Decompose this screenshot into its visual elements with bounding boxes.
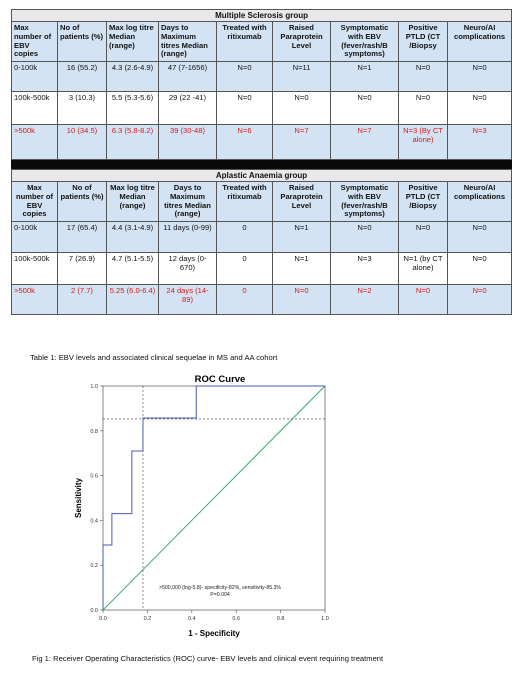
table-cell: 39 (30-48) — [159, 125, 217, 160]
table-cell: N=3 (By CT alone) — [399, 125, 448, 160]
col-header: Treated with ritixumab — [217, 22, 273, 62]
col-header: Symptomatic with EBV (fever/rash/B symptoms) — [331, 182, 399, 222]
table-cell: 5.5 (5.3-5.6) — [107, 92, 159, 125]
table-row — [12, 62, 512, 92]
table-cell: 0 — [217, 253, 273, 285]
table-cell: N=1 (by CT alone) — [399, 253, 448, 285]
table-cell: 0 — [217, 222, 273, 253]
reference-line — [103, 386, 325, 610]
table-cell: N=0 — [217, 62, 273, 92]
table-cell: >500k — [12, 285, 58, 315]
table-cell: N=0 — [331, 222, 399, 253]
table-cell: N=0 — [273, 92, 331, 125]
x-tick-label: 0.4 — [187, 616, 196, 622]
table-cell: 10 (34.5) — [58, 125, 107, 160]
table-cell: 6.3 (5.8-8.2) — [107, 125, 159, 160]
y-tick-label: 1.0 — [90, 384, 98, 390]
table-cell: 16 (55.2) — [58, 62, 107, 92]
table-caption: Table 1: EBV levels and associated clinical sequelae in MS and AA cohort — [30, 353, 278, 362]
col-header: Positive PTLD (CT /Biopsy — [399, 22, 448, 62]
x-axis-label: 1 - Specificity — [188, 629, 240, 638]
table-row — [12, 253, 512, 285]
table-cell: N=0 — [331, 92, 399, 125]
table-cell: N=0 — [399, 62, 448, 92]
table-cell: 17 (65.4) — [58, 222, 107, 253]
col-header: No of patients (%) — [58, 182, 107, 222]
col-header: Days to Maximum titres Median (range) — [159, 22, 217, 62]
table-cell: 4.4 (3.1-4.9) — [107, 222, 159, 253]
col-header: Neuro/AI complications — [448, 22, 512, 62]
table-row — [12, 285, 512, 315]
table-cell: 0 — [217, 285, 273, 315]
col-header: Max log titre Median (range) — [107, 182, 159, 222]
table-cell: 29 (22 -41) — [159, 92, 217, 125]
table-cell: N=7 — [331, 125, 399, 160]
col-header: Positive PTLD (CT /Biopsy — [399, 182, 448, 222]
table-cell: N=0 — [448, 285, 512, 315]
table-cell: N=0 — [273, 285, 331, 315]
table-cell: N=0 — [217, 92, 273, 125]
col-header: Max log titre Median (range) — [107, 22, 159, 62]
y-tick-label: 0.4 — [90, 518, 98, 525]
annotation-line-2: P=0.004 — [210, 592, 230, 598]
table-cell: N=7 — [273, 125, 331, 160]
table-cell: N=0 — [399, 285, 448, 315]
chart-title: ROC Curve — [194, 374, 246, 385]
y-axis-label: Sensitivity — [74, 477, 83, 519]
table-row — [12, 222, 512, 253]
table-cell: N=6 — [217, 125, 273, 160]
table-row — [12, 125, 512, 160]
table-cell: 3 (10.3) — [58, 92, 107, 125]
table-cell: N=11 — [273, 62, 331, 92]
table-cell: N=2 — [331, 285, 399, 315]
table-cell: 5.25 (6.0-6.4) — [107, 285, 159, 315]
col-header: Max number of EBV copies — [12, 22, 58, 62]
table-cell: N=0 — [448, 92, 512, 125]
col-header: Max number of EBV copies — [12, 182, 58, 222]
aa-table — [11, 169, 512, 315]
y-tick-label: 0.8 — [90, 428, 98, 435]
table-cell: 11 days (0-99) — [159, 222, 217, 253]
x-tick-label: 0.2 — [143, 616, 152, 622]
figure-caption: Fig 1: Receiver Operating Characteristics (ROC) curve- EBV levels and clinical event requiring treatment — [32, 654, 384, 663]
y-tick-label: 0.0 — [90, 608, 98, 614]
table-cell: N=0 — [399, 92, 448, 125]
col-header: Days to Maximum titres Median (range) — [159, 182, 217, 222]
table-cell: N=0 — [399, 222, 448, 253]
table-cell: N=1 — [273, 222, 331, 253]
table-row — [12, 92, 512, 125]
ms-header-row — [12, 22, 512, 62]
ms-group-title: Multiple Sclerosis group — [12, 10, 512, 22]
table-cell: N=0 — [448, 62, 512, 92]
table-cell: 0-100k — [12, 62, 58, 92]
table-cell: 4.7 (5.1-5.5) — [107, 253, 159, 285]
separator-bar — [12, 160, 512, 169]
table-cell: 12 days (0-670) — [159, 253, 217, 285]
x-tick-label: 0.0 — [99, 616, 107, 622]
table-cell: N=3 — [448, 125, 512, 160]
table-cell: 47 (7-1656) — [159, 62, 217, 92]
table-separator — [12, 160, 512, 169]
table-cell: 7 (26.9) — [58, 253, 107, 285]
table-cell: N=1 — [331, 62, 399, 92]
plot-marks — [103, 386, 325, 610]
table-cell: 0-100k — [12, 222, 58, 253]
aa-header-row — [12, 182, 512, 222]
col-header: Raised Paraprotein Level — [273, 182, 331, 222]
table-cell: N=0 — [448, 253, 512, 285]
col-header: No of patients (%) — [58, 22, 107, 62]
table-cell: 4.3 (2.6-4.9) — [107, 62, 159, 92]
table-cell: N=0 — [448, 222, 512, 253]
table-cell: 100k-500k — [12, 92, 58, 125]
ms-table — [11, 9, 512, 169]
y-tick-label: 0.6 — [90, 473, 98, 480]
ebv-tables — [11, 9, 511, 315]
table-cell: >500k — [12, 125, 58, 160]
table-cell: 100k-500k — [12, 253, 58, 285]
col-header: Neuro/AI complications — [448, 182, 512, 222]
roc-chart — [70, 370, 350, 645]
col-header: Treated with ritixumab — [217, 182, 273, 222]
annotation-line-1: >500,000 (log-5.8)- specificity-82%, sensitivity-85.3% — [158, 585, 282, 591]
col-header: Raised Paraprotein Level — [273, 22, 331, 62]
table-cell: 24 days (14-89) — [159, 285, 217, 315]
x-tick-label: 1.0 — [321, 616, 329, 622]
x-tick-label: 0.6 — [232, 616, 241, 622]
table-cell: 2 (7.7) — [58, 285, 107, 315]
aa-group-title: Aplastic Anaemia group — [12, 170, 512, 182]
table-cell: N=1 — [273, 253, 331, 285]
y-tick-label: 0.2 — [90, 563, 98, 570]
table-cell: N=3 — [331, 253, 399, 285]
col-header: Symptomatic with EBV (fever/rash/B symptoms) — [331, 22, 399, 62]
x-tick-label: 0.8 — [276, 616, 285, 622]
